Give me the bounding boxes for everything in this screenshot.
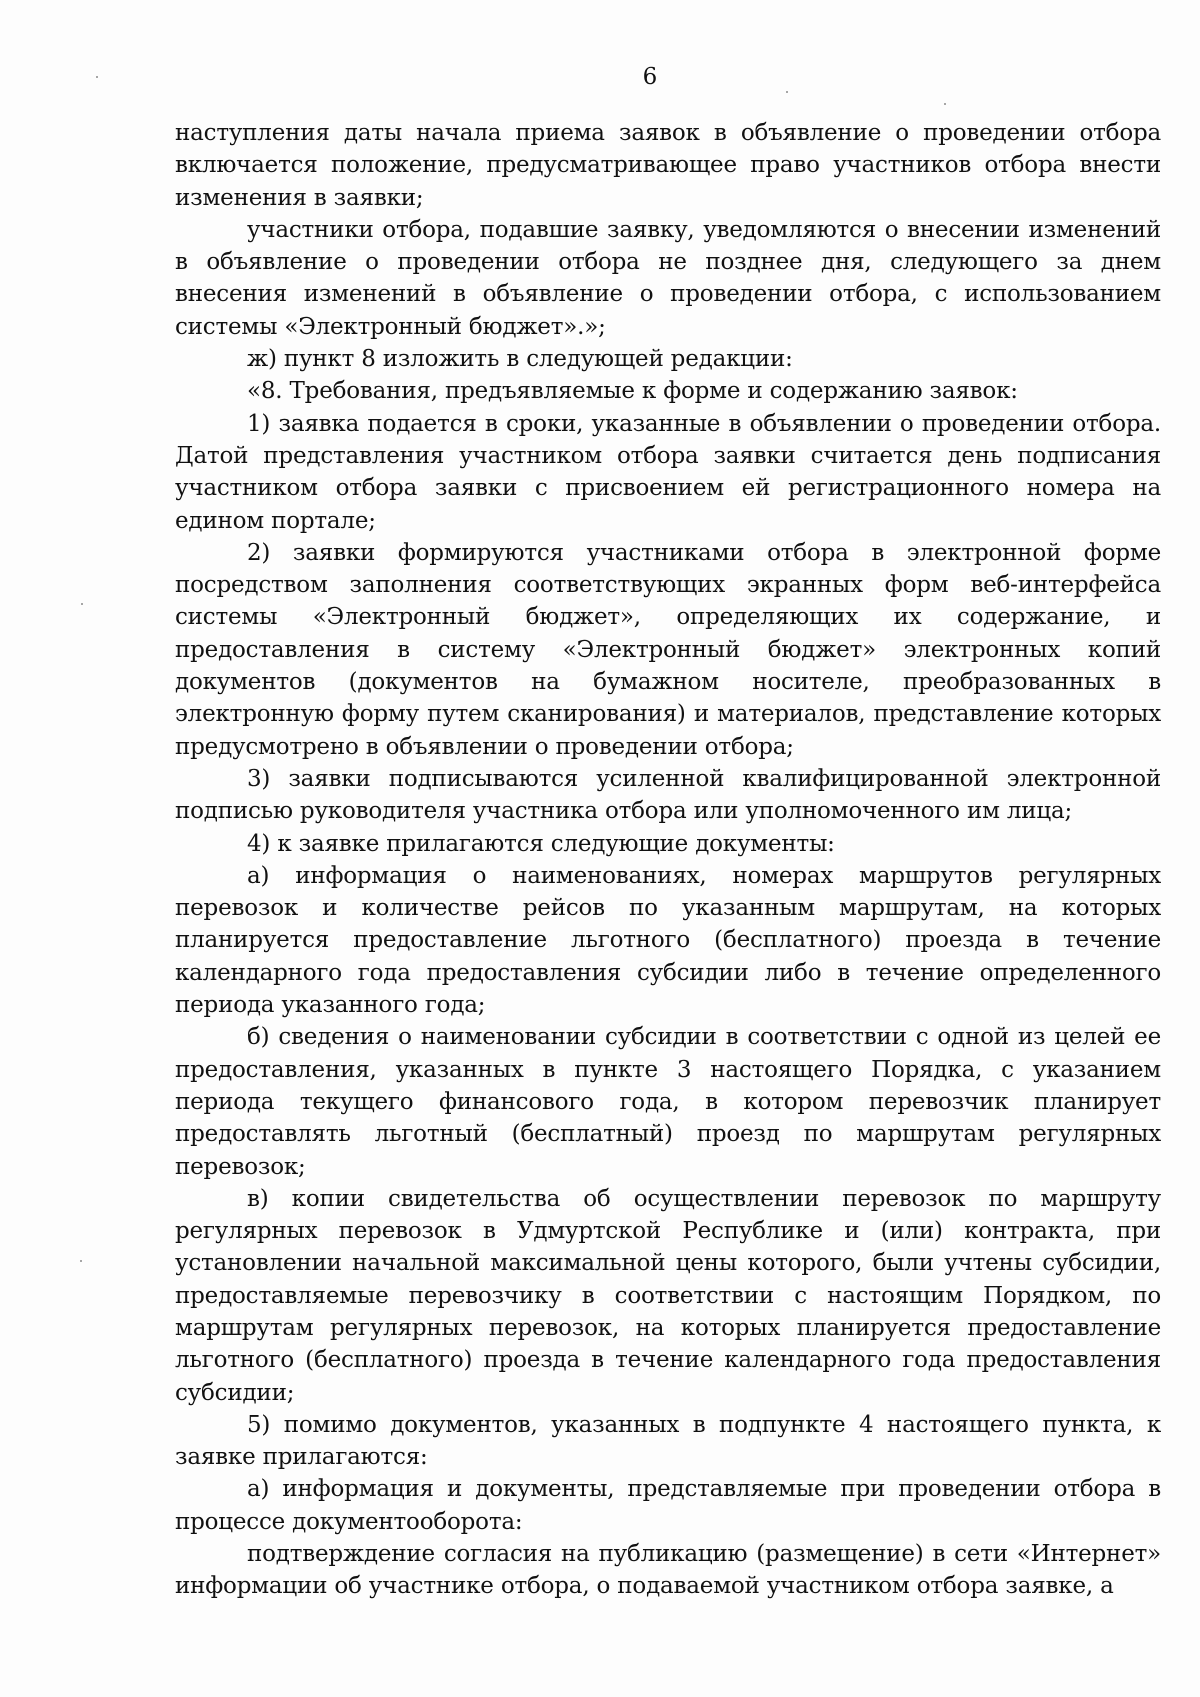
paragraph: 2) заявки формируются участниками отбора в электронной форме посредством заполнения соответствующих экранных форм веб-интерфейса системы «Электронный бюджет», определяющих их содержание, и предоставления в систему «Электронный бюджет» электронных копий документов (документов на бумажном носителе, преобразованных в электронную форму путем сканирования) и материалов, представление которых предусмотрено в объявлении о проведении отбора; [175,539,1161,760]
page-number: 6 [642,64,658,90]
paragraph: 1) заявка подается в сроки, указанные в объявлении о проведении отбора. Датой представления участником отбора заявки считается день подписания участником отбора заявки с присвоением ей регистрационного номера на едином портале; [175,410,1161,534]
scan-speck [80,1260,82,1262]
paragraph: б) сведения о наименовании субсидии в соответствии с одной из целей ее предоставления, указанных в пункте 3 настоящего Порядка, с указанием периода текущего финансового года, в котором перевозчик планирует предоставлять льготный (бесплатный) проезд по маршрутам регулярных перевозок; [175,1024,1161,1180]
paragraph: 5) помимо документов, указанных в подпункте 4 настоящего пункта, к заявке прилагаются: [175,1411,1161,1471]
paragraph: участники отбора, подавшие заявку, уведомляются о внесении изменений в объявление о проведении отбора не позднее дня, следующего за днем внесения изменений в объявление о проведении отбора, с использованием системы «Электронный бюджет».»; [175,216,1161,340]
paragraph: ж) пункт 8 изложить в следующей редакции: [247,346,793,373]
paragraph: наступления даты начала приема заявок в объявление о проведении отбора включается положение, предусматривающее право участников отбора внести изменения в заявки; [175,120,1161,211]
paragraph: а) информация и документы, представляемые при проведении отбора в процессе документооборота: [175,1476,1161,1535]
document-body [175,117,1161,1603]
scan-speck [81,603,83,605]
paragraph: 3) заявки подписываются усиленной квалифицированной электронной подписью руководителя участника отбора или уполномоченного им лица; [175,765,1161,825]
scan-speck [786,91,788,93]
paragraph: «8. Требования, предъявляемые к форме и содержанию заявок: [247,378,1018,405]
scan-speck [96,76,98,78]
paragraph: 4) к заявке прилагаются следующие документы: [247,830,835,857]
paragraph: подтверждение согласия на публикацию (размещение) в сети «Интернет» информации об участнике отбора, о подаваемой участником отбора заявке, а [175,1541,1161,1600]
paragraph: а) информация о наименованиях, номерах маршрутов регулярных перевозок и количестве рейсов по указанным маршрутам, на которых планируется предоставление льготного (бесплатного) проезда в течение календарного года предоставления субсидии либо в течение определенного периода указанного года; [175,862,1161,1019]
scan-speck [944,103,946,105]
paragraph: в) копии свидетельства об осуществлении перевозок по маршруту регулярных перевозок в Удмуртской Республике и (или) контракта, при установлении начальной максимальной цены которого, были учтены субсидии, предоставляемые перевозчику в соответствии с настоящим Порядком, по маршрутам регулярных перевозок, на которых планируется предоставление льготного (бесплатного) проезда в течение календарного года предоставления субсидии; [175,1185,1161,1406]
